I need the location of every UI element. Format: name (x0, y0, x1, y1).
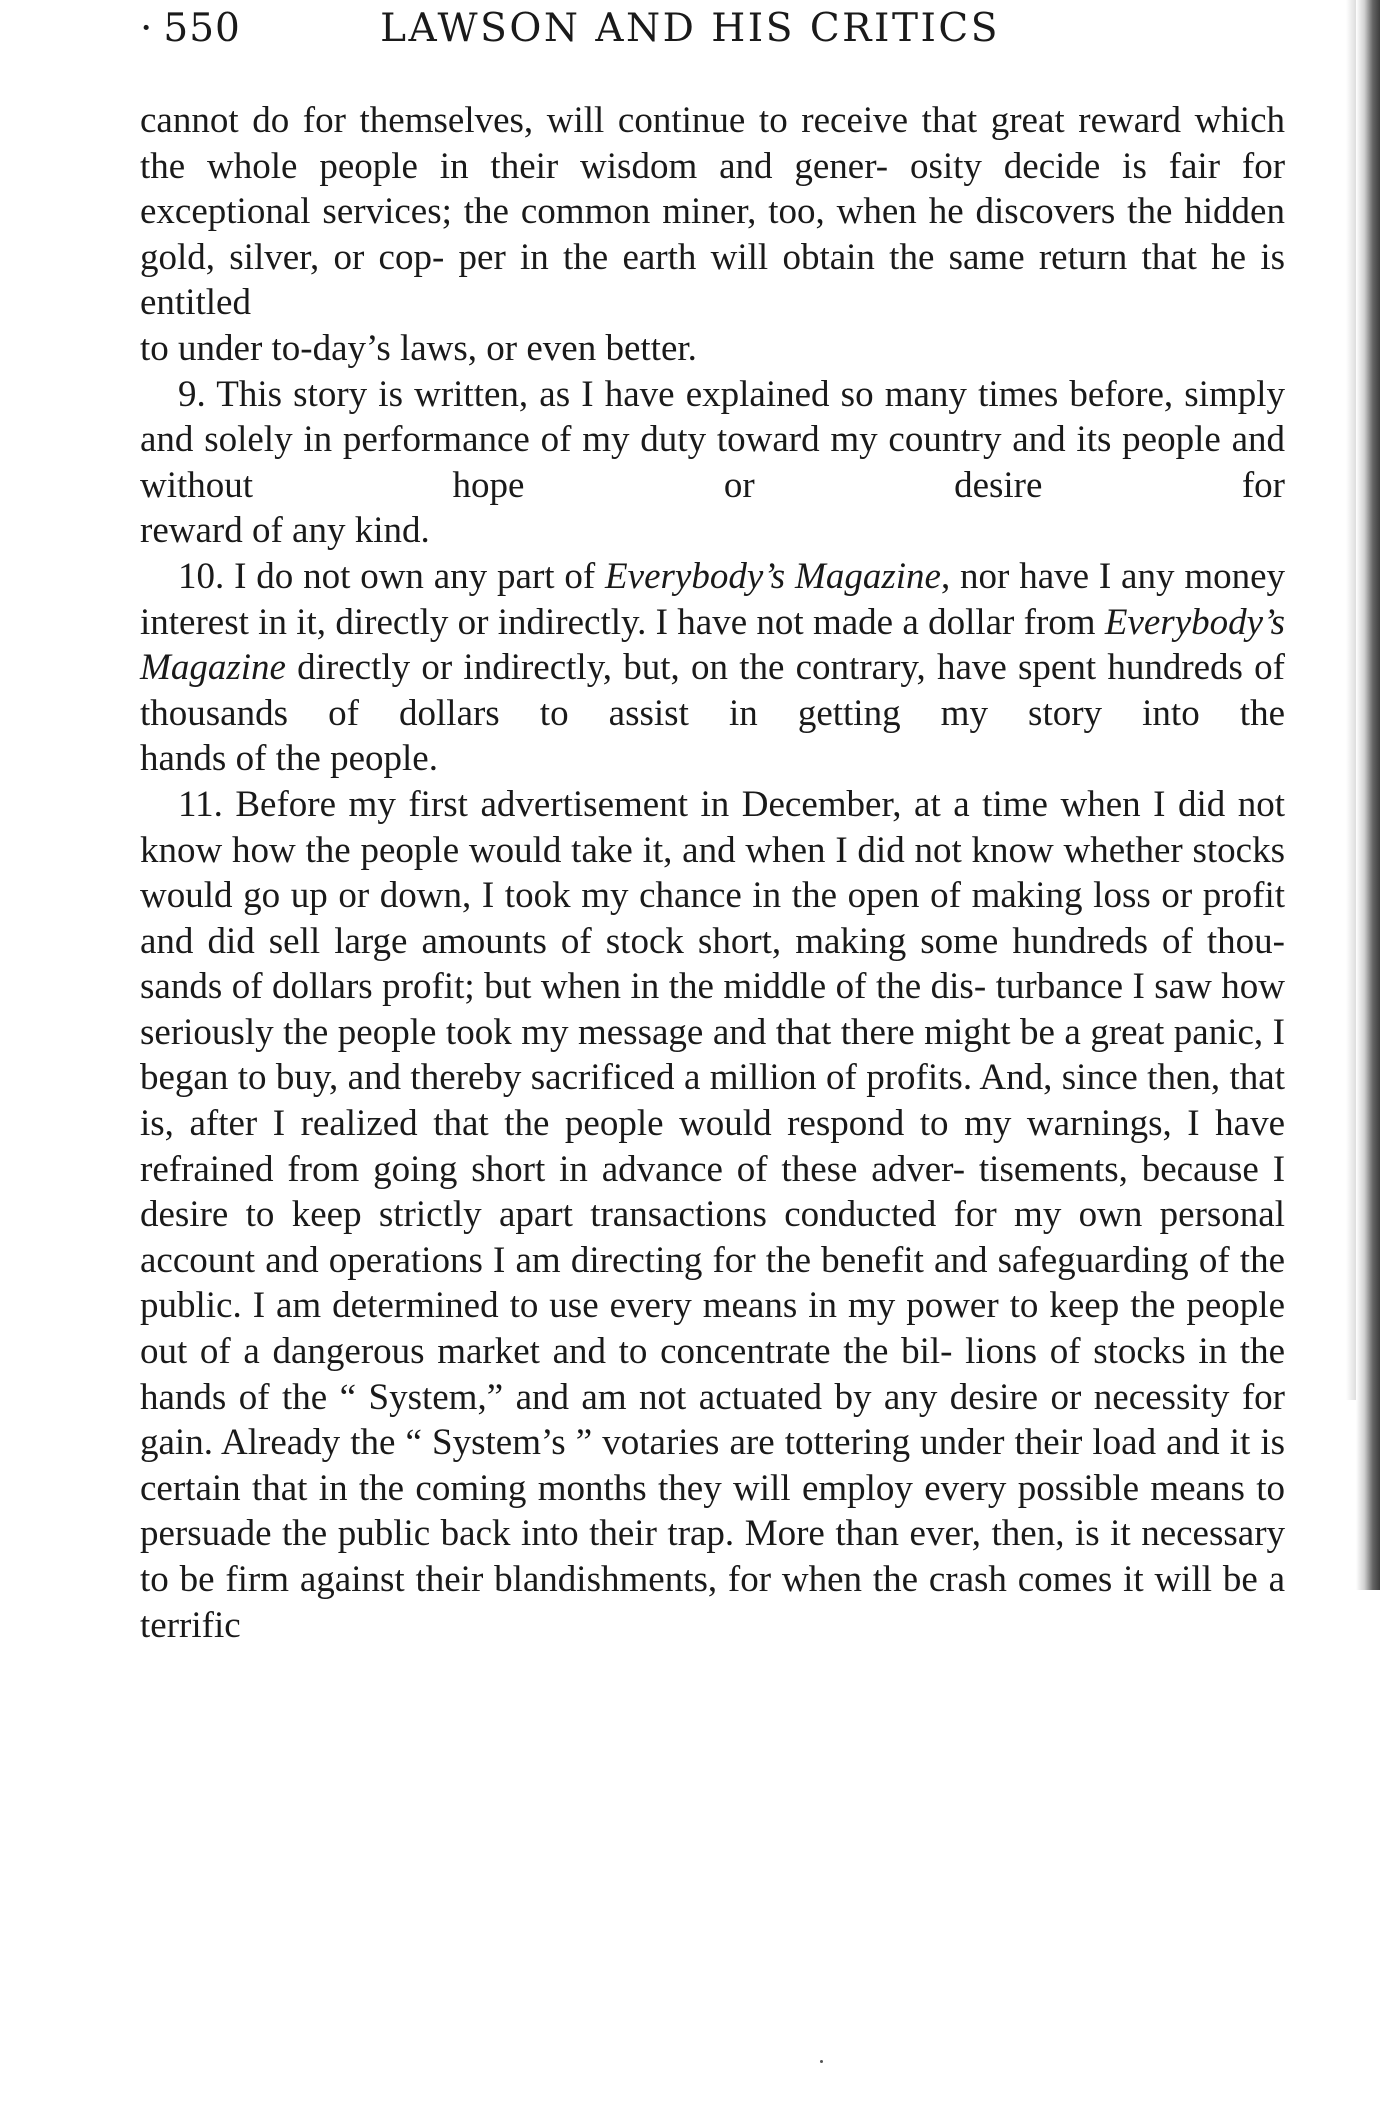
magazine-title: Everybody’s Magazine (140, 601, 1285, 689)
paragraph-10-end: hands of the people. (140, 738, 438, 780)
page-number: · 550 (140, 6, 241, 51)
running-head: LAWSON AND HIS CRITICS (380, 6, 1000, 51)
paragraph-11: 11. Before my first advertisement in December, at a time when I did not know how the people would take it, and when I did not know whether stocks would go up or down, I took my chance in the open of making loss or profit and did sell large amounts of stock short, making some hundreds of thou- sands of dollars profit; but when in the middle of the dis- turbance I saw how seriously the people took my message and that there might be a great panic, I began to buy, and thereby sacrificed a million of profits. And, since then, that is, after I realized that the people would respond to my warnings, I have refrained from going short in advance of these adver- tisements, because I desire to keep strictly apart transactions conducted for my own personal account and operations I am directing for the benefit and safeguarding of the public. I am determined to use every means in my power to keep the people out of a dangerous market and to concentrate the bil- lions of stocks in the hands of the “ System,” and am not actuated by any desire or necessity for gain. Already the “ System’s ” votaries are tottering under their load and it is certain that in the coming months they will employ every possible means to persuade the public back into their trap. More than ever, then, is it necessary to be firm against their blandishments, for when the crash comes it will be a terrific (140, 783, 1286, 1646)
paragraph-9-end: reward of any kind. (140, 510, 430, 552)
paragraph-9: 9. This story is written, as I have explained so many times before, simply and solely in performance of my duty toward my country and its people and without hope or desire for (140, 373, 1286, 506)
paragraph-continuation-end: to under to-day’s laws, or even better. (140, 327, 697, 369)
paragraph-continuation: cannot do for themselves, will continue to receive that great reward which the whole people in their wisdom and gener- osity decide is fair for exceptional services; the common miner, too, when he discovers the hidden gold, silver, or cop- per in the earth will obtain the same return that he is entitled (140, 100, 1286, 324)
book-spine-edge (1356, 0, 1380, 1590)
magazine-title: Everybody’s Magazine (605, 555, 941, 597)
paper-speck (820, 2060, 823, 2063)
paragraph-10: 10. I do not own any part of Everybody’s Magazine, nor have I any money interest in it, directly or indirectly. I have not made a dollar from Everybody’s Magazine directly or indirectly, but, on the contrary, have spent hundreds of thousands of dollars to assist in getting my story into the (140, 555, 1286, 734)
page-edge-shadow (1346, 0, 1356, 1400)
body-text (140, 98, 1285, 1648)
